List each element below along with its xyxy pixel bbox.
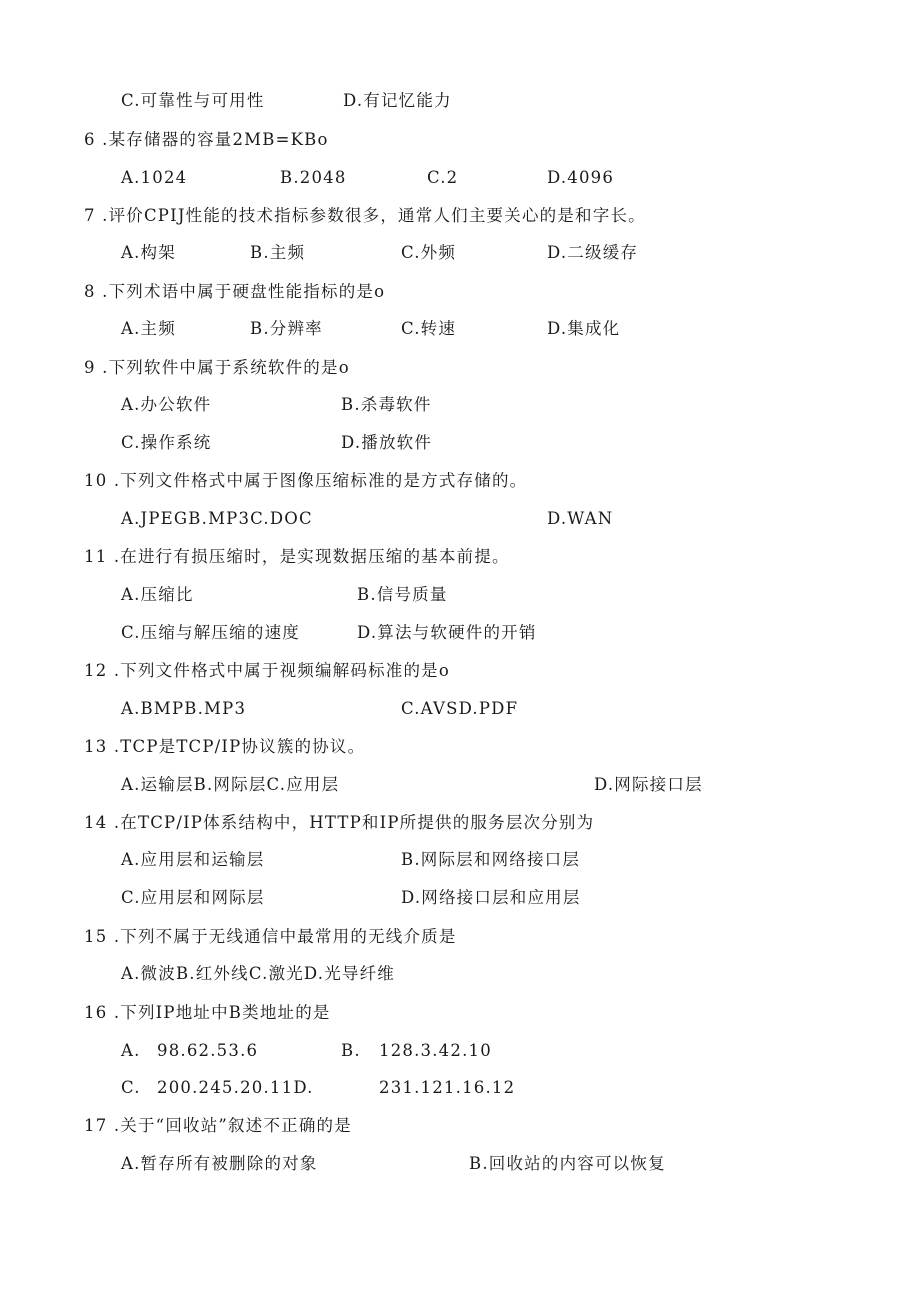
- q11-option-a: A.压缩比: [121, 585, 194, 604]
- q13-option-d: D.网际接口层: [594, 775, 703, 794]
- q6-option-c: C.2: [427, 168, 459, 187]
- q17-stem: 17 .关于“回收站”叙述不正确的是: [84, 1116, 352, 1135]
- q5-option-d: D.有记忆能力: [343, 91, 452, 110]
- q16-option-b-letter: B.: [341, 1041, 361, 1060]
- q10-options-abc: A.JPEGB.MP3C.DOC: [121, 509, 313, 528]
- q7-stem: 7 .评价CPIJ性能的技术指标参数很多，通常人们主要关心的是和字长。: [84, 206, 646, 225]
- q12-options-ab: A.BMPB.MP3: [121, 699, 247, 718]
- q14-option-a: A.应用层和运输层: [121, 850, 265, 869]
- q6-option-d: D.4096: [547, 168, 615, 187]
- q17-option-b: B.回收站的内容可以恢复: [469, 1154, 666, 1173]
- q8-option-d: D.集成化: [547, 319, 621, 338]
- q7-option-c: C.外频: [401, 243, 457, 262]
- q6-option-a: A.1024: [121, 168, 188, 187]
- q7-option-d: D.二级缓存: [547, 243, 639, 262]
- q8-option-a: A.主频: [121, 319, 176, 338]
- q14-option-d: D.网络接口层和应用层: [401, 888, 581, 907]
- q16-option-a-letter: A.: [121, 1041, 141, 1060]
- q5-option-c: C.可靠性与可用性: [121, 91, 265, 110]
- q13-stem: 13 .TCP是TCP/IP协议簇的协议。: [84, 737, 366, 756]
- q16-option-d-value: 231.121.16.12: [379, 1078, 516, 1097]
- q15-stem: 15 .下列不属于无线通信中最常用的无线介质是: [84, 927, 457, 946]
- q9-option-c: C.操作系统: [121, 433, 212, 452]
- q16-option-c-value: 200.245.20.11D.: [157, 1078, 314, 1097]
- q16-option-b-value: 128.3.42.10: [379, 1041, 492, 1060]
- q14-option-c: C.应用层和网际层: [121, 888, 265, 907]
- q9-option-b: B.杀毒软件: [341, 395, 432, 414]
- q8-option-b: B.分辨率: [250, 319, 323, 338]
- q11-option-b: B.信号质量: [357, 585, 448, 604]
- q8-stem: 8 .下列术语中属于硬盘性能指标的是o: [84, 282, 386, 301]
- q17-option-a: A.暂存所有被删除的对象: [121, 1154, 318, 1173]
- q7-option-a: A.构架: [121, 243, 176, 262]
- q8-option-c: C.转速: [401, 319, 457, 338]
- q10-option-d: D.WAN: [547, 509, 614, 528]
- q12-stem: 12 .下列文件格式中属于视频编解码标准的是o: [84, 661, 451, 680]
- q16-option-c-letter: C.: [121, 1078, 141, 1097]
- q9-option-d: D.播放软件: [341, 433, 433, 452]
- q6-option-b: B.2048: [280, 168, 347, 187]
- q6-stem: 6 .某存储器的容量2MB=KBo: [84, 130, 329, 149]
- q11-option-d: D.算法与软硬件的开销: [357, 623, 537, 642]
- q9-option-a: A.办公软件: [121, 395, 212, 414]
- q11-option-c: C.压缩与解压缩的速度: [121, 623, 300, 642]
- q14-stem: 14 .在TCP/IP体系结构中，HTTP和IP所提供的服务层次分别为: [84, 813, 595, 832]
- q10-stem: 10 .下列文件格式中属于图像压缩标准的是方式存储的。: [84, 471, 528, 490]
- q16-option-a-value: 98.62.53.6: [157, 1041, 259, 1060]
- q11-stem: 11 .在进行有损压缩时，是实现数据压缩的基本前提。: [84, 547, 510, 566]
- q12-options-cd: C.AVSD.PDF: [401, 699, 519, 718]
- q13-options-abc: A.运输层B.网际层C.应用层: [121, 775, 340, 794]
- q15-options: A.微波B.红外线C.激光D.光导纤维: [121, 964, 395, 983]
- q9-stem: 9 .下列软件中属于系统软件的是o: [84, 358, 350, 377]
- q7-option-b: B.主频: [250, 243, 306, 262]
- q14-option-b: B.网际层和网络接口层: [401, 850, 581, 869]
- q16-stem: 16 .下列IP地址中B类地址的是: [84, 1003, 331, 1022]
